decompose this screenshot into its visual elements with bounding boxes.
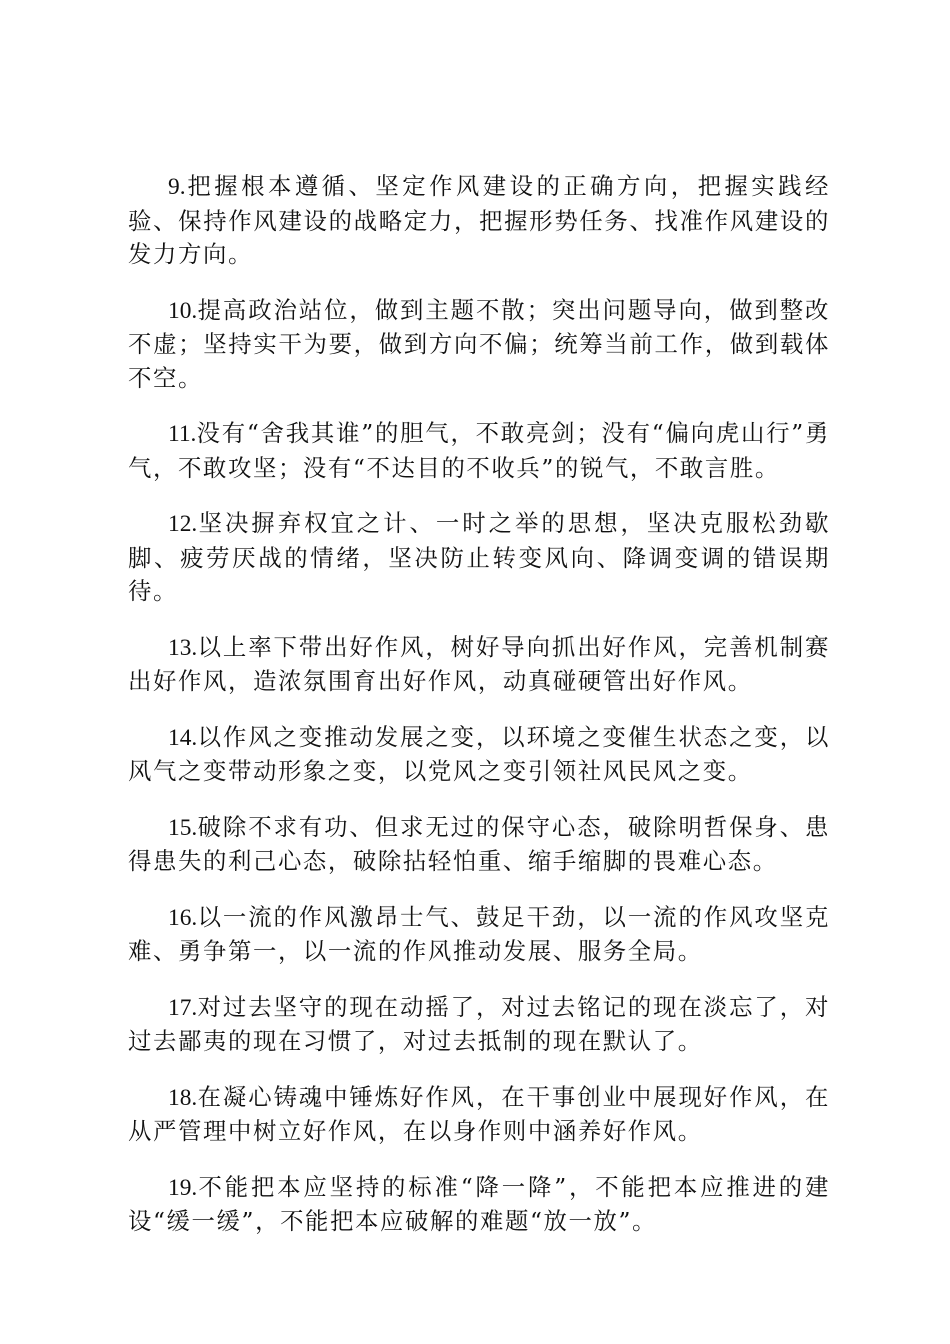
list-item [128,507,830,609]
item-number: 13. [168,634,198,661]
item-number: 11. [168,421,197,447]
item-text: 对过去坚守的现在动摇了，对过去铭记的现在淡忘了，对过去鄙夷的现在习惯了，对过去抵制的现在默认了。 [128,992,830,1055]
item-number: 12. [168,511,198,537]
list-item [128,811,830,879]
item-number: 10. [168,297,198,324]
document-body [128,170,830,1261]
list-item [128,170,830,272]
item-number: 9. [168,174,186,200]
item-text: 在凝心铸魂中锤炼好作风，在干事创业中展现好作风，在从严管理中树立好作风，在以身作则中涵养好作风。 [128,1082,830,1145]
item-text: 没有“舍我其谁”的胆气，不敢亮剑；没有“偏向虎山行”勇气，不敢攻坚；没有“不达目的不收兵”的锐气，不敢言胜。 [128,419,830,482]
item-number: 17. [168,994,198,1021]
list-item [128,294,830,396]
item-text: 提高政治站位，做到主题不散；突出问题导向，做到整改不虚；坚持实干为要，做到方向不偏；统筹当前工作，做到载体不空。 [128,295,830,392]
item-text: 破除不求有功、但求无过的保守心态，破除明哲保身、患得患失的利己心态，破除拈轻怕重、缩手缩脚的畏难心态。 [128,812,830,875]
list-item [128,721,830,789]
list-item [128,417,830,485]
item-text: 以上率下带出好作风，树好导向抓出好作风，完善机制赛出好作风，造浓氛围育出好作风，动真碰硬管出好作风。 [128,632,830,695]
item-text: 把握根本遵循、坚定作风建设的正确方向，把握实践经验、保持作风建设的战略定力，把握形势任务、找准作风建设的发力方向。 [128,172,830,268]
item-text: 坚决摒弃权宜之计、一时之举的思想，坚决克服松劲歇脚、疲劳厌战的情绪，坚决防止转变风向、降调变调的错误期待。 [128,509,830,605]
item-number: 19. [168,1174,198,1201]
list-item [128,991,830,1059]
item-text: 不能把本应坚持的标准“降一降”，不能把本应推进的建设“缓一缓”，不能把本应破解的难题“放一放”。 [128,1172,830,1235]
item-number: 18. [168,1084,198,1111]
list-item [128,901,830,969]
item-text: 以作风之变推动发展之变，以环境之变催生状态之变，以风气之变带动形象之变，以党风之变引领社风民风之变。 [128,722,830,785]
item-number: 15. [168,814,198,841]
item-text: 以一流的作风激昂士气、鼓足干劲，以一流的作风攻坚克难、勇争第一，以一流的作风推动发展、服务全局。 [128,902,830,965]
list-item [128,1081,830,1149]
item-number: 16. [168,904,198,931]
list-item [128,1171,830,1239]
list-item [128,631,830,699]
item-number: 14. [168,724,198,751]
